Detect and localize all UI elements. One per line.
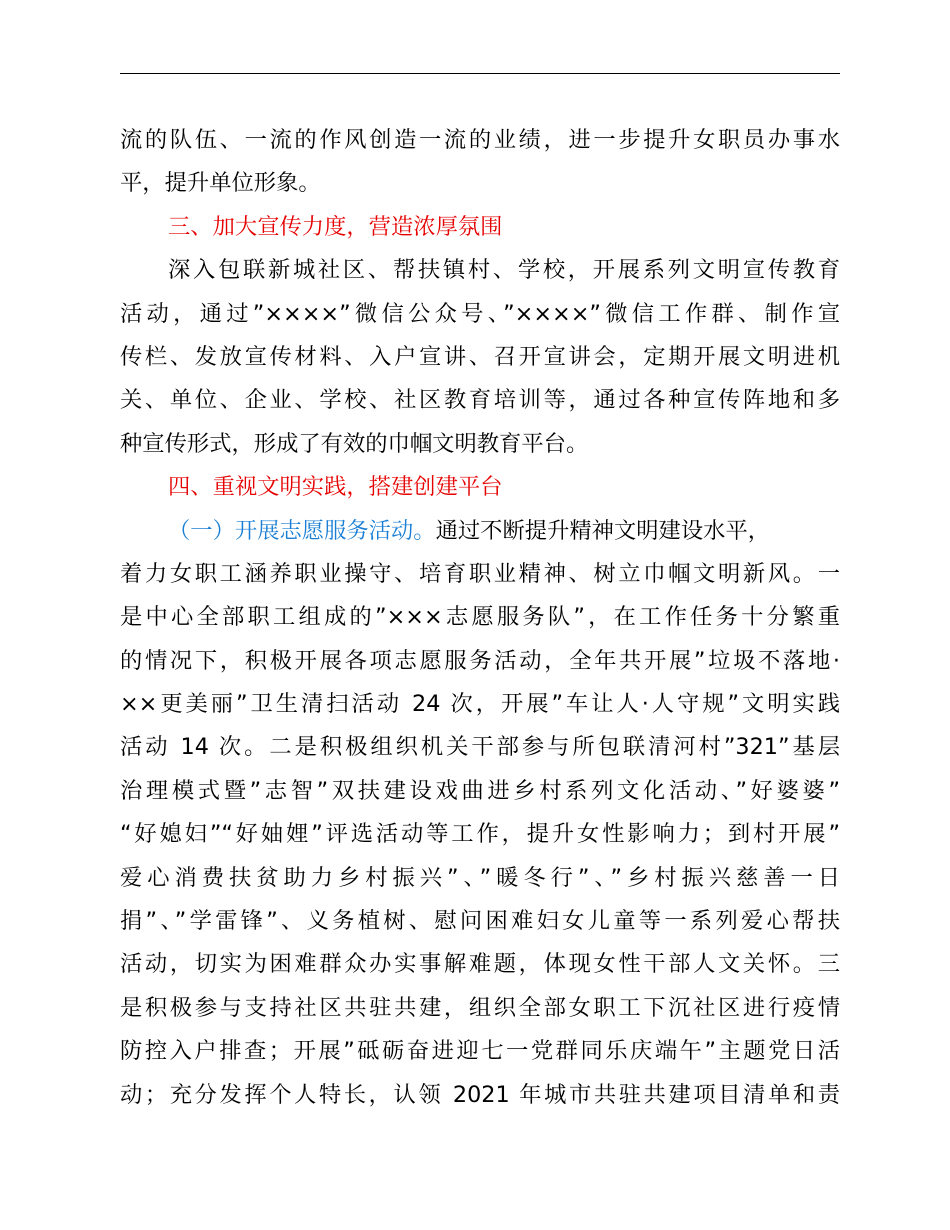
body-text-line: 活动 14 次。二是积极组织机关干部参与所包联清河村”321”基层 xyxy=(120,734,840,761)
body-text-line: 捐”、”学雷锋”、义务植树、慰问困难妇女儿童等一系列爱心帮扶 xyxy=(120,908,840,935)
body-text-line: 治理模式暨”志智”双扶建设戏曲进乡村系列文化活动、”好婆婆” xyxy=(120,777,840,804)
body-text-line: 流的队伍、一流的作风创造一流的业绩，进一步提升女职员办事水 xyxy=(120,127,840,153)
body-text-line: 的情况下，积极开展各项志愿服务活动，全年共开展”垃圾不落地· xyxy=(120,647,840,674)
body-text-line: 是积极参与支持社区共驻共建，组织全部女职工下沉社区进行疫情 xyxy=(120,994,840,1021)
body-text-line: 活动，切实为困难群众办实事解难题，体现女性干部人文关怀。三 xyxy=(120,951,840,978)
body-text-line: 深入包联新城社区、帮扶镇村、学校，开展系列文明宣传教育 xyxy=(168,257,840,284)
section-heading-4: 四、重视文明实践，搭建创建平台 xyxy=(168,474,503,501)
body-text-line: 防控入户排查；开展”砥砺奋进迎七一党群同乐庆端午”主题党日活 xyxy=(120,1038,840,1065)
body-text-line: 动；充分发挥个人特长，认领 2021 年城市共驻共建项目清单和责 xyxy=(120,1081,840,1108)
document-body xyxy=(120,119,840,1117)
body-text-line: 关、单位、企业、学校、社区教育培训等，通过各种宣传阵地和多 xyxy=(120,387,840,414)
body-text-line: ××更美丽”卫生清扫活动 24 次，开展”车让人·人守规”文明实践 xyxy=(120,691,840,718)
subsection-line xyxy=(120,510,840,553)
body-text-line: 传栏、发放宣传材料、入户宣讲、召开宣讲会，定期开展文明进机 xyxy=(120,343,840,370)
subsection-heading: （一）开展志愿服务活动。 xyxy=(168,517,436,544)
body-text-line: 活动，通过”××××”微信公众号、”××××”微信工作群、制作宣 xyxy=(120,300,840,327)
body-text-inline: 通过不断提升精神文明建设水平， xyxy=(435,517,771,544)
body-text-line: “好媳妇”“好妯娌”评选活动等工作，提升女性影响力；到村开展” xyxy=(120,821,840,848)
body-text-line: 爱心消费扶贫助力乡村振兴”、”暖冬行”、”乡村振兴慈善一日 xyxy=(120,864,840,891)
body-text-line: 平，提升单位形象。 xyxy=(120,170,321,197)
header-rule xyxy=(120,73,840,74)
body-text-line: 着力女职工涵养职业操守、培育职业精神、树立巾帼文明新风。一 xyxy=(120,560,840,587)
body-text-line: 是中心全部职工组成的”×××志愿服务队”，在工作任务十分繁重 xyxy=(120,604,840,631)
body-text-line: 种宣传形式，形成了有效的巾帼文明教育平台。 xyxy=(120,430,589,457)
section-heading-3: 三、加大宣传力度，营造浓厚氛围 xyxy=(168,213,503,240)
